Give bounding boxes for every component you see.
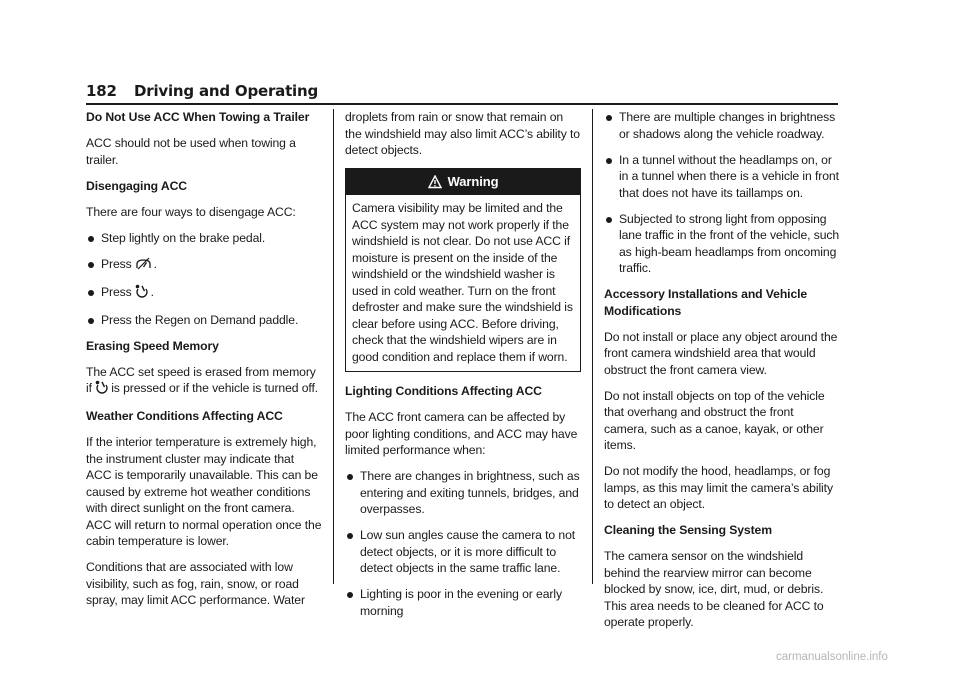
accessory-paragraph-3: Do not modify the hood, headlamps, or fog lamps, as this may limit the camera’s ability to detect an object. [604, 464, 833, 511]
accessory-heading: Accessory Installations and Vehicle Modifications [604, 287, 808, 318]
list-item [86, 312, 322, 329]
column-3 [604, 109, 840, 640]
towing-text: ACC should not be used when towing a trailer. [86, 136, 296, 167]
column-2 [345, 109, 581, 629]
list-item-text: Press the Regen on Demand paddle. [101, 312, 299, 327]
list-item-text: Press [101, 284, 132, 299]
list-item: Press . [86, 284, 322, 303]
lighting-intro: The ACC front camera can be affected by poor lighting conditions, and ACC may have limited performance when: [345, 410, 578, 457]
lighting-list-continued [604, 109, 840, 277]
list-item: Low sun angles cause the camera to not detect objects, or it is more difficult to detect objects in the same traffic lane. [345, 527, 581, 577]
disengage-list [86, 230, 322, 329]
weather-paragraph-2: Conditions that are associated with low visibility, such as fog, rain, snow, or road spray, may limit ACC performance. Water [86, 560, 305, 607]
weather-continued: droplets from rain or snow that remain on the windshield may also limit ACC’s ability to detect objects. [345, 110, 580, 157]
accessory-paragraph-1: Do not install or place any object around the front camera windshield area that would obstruct the front camera view. [604, 329, 838, 377]
weather-paragraph-1: If the interior temperature is extremely high, the instrument cluster may indicate that ACC is temporarily unavailable. This can be caused by extreme hot weather conditions with direct sunlight on the front camera. ACC will return to normal operation once the cabin temperature is lower. [86, 435, 322, 548]
list-item-text: Step lightly on the brake pedal. [101, 230, 266, 245]
column-divider-right [592, 109, 593, 584]
accessory-paragraph-2: Do not install objects on top of the vehicle that overhang and obstruct the front camera, such as a canoe, kayak, or other items. [604, 388, 825, 452]
weather-heading: Weather Conditions Affecting ACC [86, 409, 283, 423]
list-item [86, 230, 322, 247]
disengaging-heading: Disengaging ACC [86, 178, 187, 193]
cancel-cruise-icon [135, 257, 152, 275]
list-item: There are multiple changes in brightness or shadows along the vehicle roadway. [604, 109, 840, 142]
erasing-heading: Erasing Speed Memory [86, 338, 219, 353]
warning-header [346, 169, 580, 195]
lighting-list [345, 468, 581, 619]
cruise-power-icon [135, 284, 149, 303]
warning-box [345, 168, 581, 372]
watermark: carmanualsonline.info [776, 651, 888, 663]
lighting-heading: Lighting Conditions Affecting ACC [345, 384, 542, 398]
list-item: There are changes in brightness, such as entering and exiting tunnels, bridges, and overpasses. [345, 468, 581, 518]
section-title: Driving and Operating [134, 82, 319, 100]
erasing-text [86, 364, 322, 399]
towing-heading: Do Not Use ACC When Towing a Trailer [86, 110, 310, 124]
cruise-power-icon [95, 380, 109, 399]
list-item: Press . [86, 256, 322, 275]
warning-text: Camera visibility may be limited and the ACC system may not work properly if the windshield is not clear. Do not use ACC if moisture is present on the inside of the windshield or the windshield washer is used in cold weather. Turn on the front defroster and make sure the windshield is clear before using ACC. Before driving, check that the windshield wipers are in good condition and replace them if worn. [352, 201, 573, 364]
warning-triangle-icon [428, 175, 442, 189]
cleaning-text: The camera sensor on the windshield behind the rearview mirror can become blocked by snow, ice, dirt, mud, or debris. This area needs to be cleaned for ACC to operate properly. [604, 549, 824, 629]
column-1 [86, 109, 322, 618]
erasing-text-before: The ACC set speed is erased from memory if [86, 364, 316, 395]
disengaging-intro: There are four ways to disengage ACC: [86, 204, 296, 219]
page-number: 182 [86, 82, 117, 100]
column-divider-left [333, 109, 334, 584]
list-item-text: Press [101, 256, 132, 271]
list-item: Lighting is poor in the evening or early morning [345, 586, 581, 619]
page-header [86, 81, 838, 105]
list-item: In a tunnel without the headlamps on, or in a tunnel when there is a vehicle in front that does not have its taillamps on. [604, 152, 840, 202]
warning-title: Warning [447, 174, 499, 189]
erasing-text-after: is pressed or if the vehicle is turned off. [111, 381, 319, 395]
list-item: Subjected to strong light from opposing lane traffic in the front of the vehicle, such as high-beam headlamps from oncoming traffic. [604, 211, 840, 277]
cleaning-heading: Cleaning the Sensing System [604, 523, 772, 537]
